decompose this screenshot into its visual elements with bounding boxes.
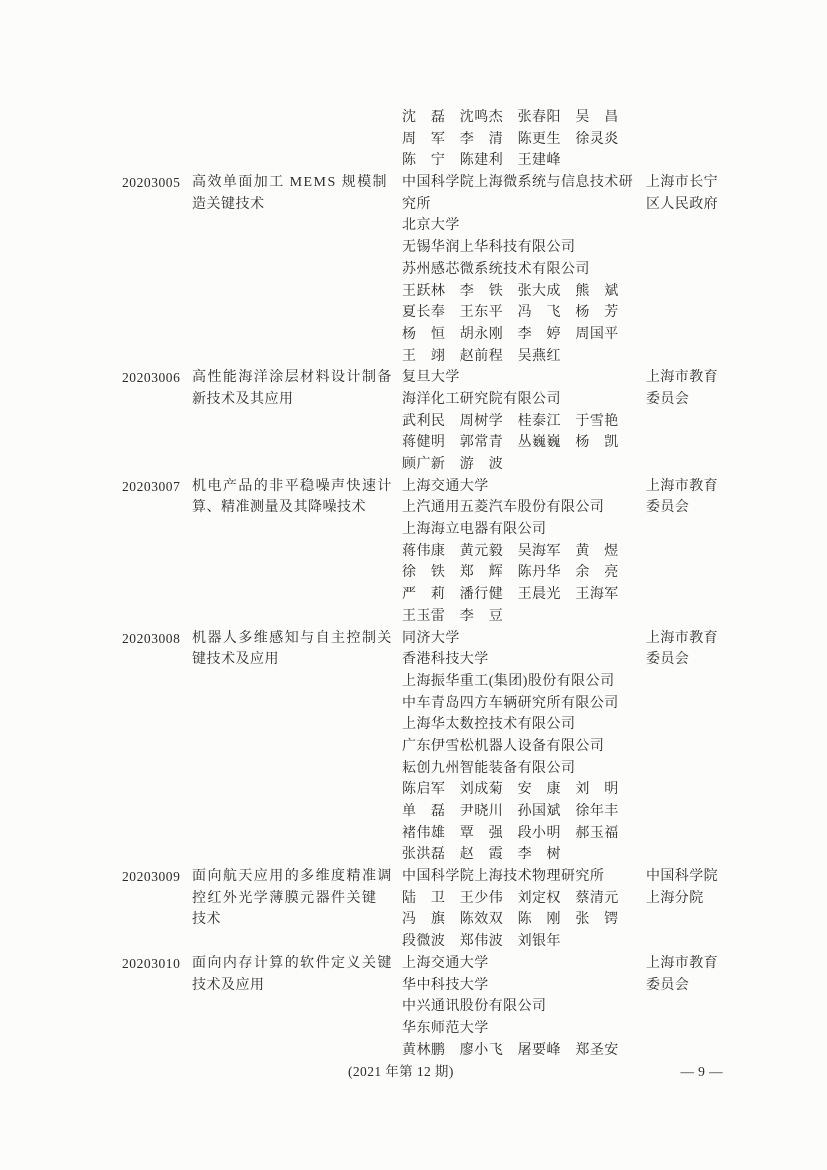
project-title-line: 键技术及应用 — [192, 652, 279, 668]
project-row — [122, 476, 827, 628]
recommending-org-line: 上海市教育 — [646, 370, 718, 386]
project-rows — [122, 172, 827, 1061]
institution-or-names-line: 上海华太数控技术有限公司 — [402, 717, 576, 733]
project-title-line: 技术 — [192, 912, 221, 928]
person-names-line: 周 军 李 清 陈更生 徐灵炎 — [402, 131, 619, 147]
institution-or-names-line: 上汽通用五菱汽车股份有限公司 — [402, 500, 605, 516]
project-title-line: 高性能海洋涂层材料设计制备 — [192, 370, 393, 386]
institution-or-names-line: 香港科技大学 — [402, 652, 489, 668]
project-title-line: 面向航天应用的多维度精准调 — [192, 869, 393, 885]
institution-or-names-line: 耘创九州智能装备有限公司 — [402, 760, 576, 776]
institution-or-names-line: 同济大学 — [402, 630, 460, 646]
recommending-org — [646, 476, 736, 519]
project-id — [122, 172, 192, 194]
project-title-line: 控红外光学薄膜元器件关键 — [192, 890, 378, 906]
institution-or-names-line: 苏州感芯微系统技术有限公司 — [402, 261, 590, 277]
recommending-org-line: 区人民政府 — [646, 196, 718, 212]
institution-or-names-line: 褚伟雄 覃 强 段小明 郝玉福 — [402, 825, 619, 841]
project-title-line: 机电产品的非平稳噪声快速计 — [192, 478, 393, 494]
recommending-org-line: 委员会 — [646, 652, 690, 668]
recommending-org-line: 委员会 — [646, 977, 690, 993]
project-title-line: 造关键技术 — [192, 196, 265, 212]
project-id-text: 20203010 — [122, 955, 181, 971]
project-id — [122, 953, 192, 975]
recommending-org-line: 上海市教育 — [646, 478, 718, 494]
institution-or-names-line: 段微波 郑伟波 刘银年 — [402, 934, 561, 950]
project-id — [122, 476, 192, 498]
project-row — [122, 953, 827, 1061]
institution-or-names-line: 武利民 周树学 桂泰江 于雪艳 — [402, 413, 619, 429]
institution-or-names-line: 上海海立电器有限公司 — [402, 522, 547, 538]
recommending-org-line: 上海市长宁 — [646, 175, 718, 191]
institution-or-names-line: 黄林鹏 廖小飞 屠要峰 郑圣安 — [402, 1042, 619, 1058]
institution-or-names-line: 无锡华润上华科技有限公司 — [402, 240, 576, 256]
institution-or-names-line: 徐 铁 郑 辉 陈丹华 余 亮 — [402, 565, 619, 581]
project-institutions-and-people — [402, 367, 646, 475]
institution-or-names-line: 海洋化工研究院有限公司 — [402, 391, 561, 407]
project-row — [122, 866, 827, 953]
recommending-org-line: 委员会 — [646, 391, 690, 407]
institution-or-names-line: 单 磊 尹晓川 孙国斌 徐年丰 — [402, 804, 619, 819]
institution-or-names-line: 中国科学院上海微系统与信息技术研 — [402, 175, 634, 191]
project-id-text: 20203005 — [122, 175, 181, 191]
project-institutions-and-people — [402, 953, 646, 1061]
project-id — [122, 866, 192, 888]
project-title — [192, 367, 402, 410]
institution-or-names-line: 陆 卫 王少伟 刘定权 蔡清元 — [402, 890, 619, 906]
institution-or-names-line: 中车青岛四方车辆研究所有限公司 — [402, 695, 619, 711]
recommending-org-line: 上海市教育 — [646, 630, 718, 646]
institution-or-names-line: 北京大学 — [402, 218, 460, 234]
continuation-person-names — [402, 107, 646, 172]
project-institutions-and-people — [402, 628, 646, 867]
institution-or-names-line: 华东师范大学 — [402, 1020, 489, 1036]
institution-or-names-line: 上海交通大学 — [402, 478, 489, 494]
institution-or-names-line: 蒋伟康 黄元毅 吴海军 黄 煜 — [402, 543, 619, 559]
award-project-table — [122, 107, 827, 1083]
recommending-org-line: 中国科学院 — [646, 869, 718, 885]
institution-or-names-line: 陈启军 刘成菊 安 康 刘 明 — [402, 782, 619, 798]
project-id-text: 20203009 — [122, 869, 181, 885]
recommending-org-line: 委员会 — [646, 500, 690, 516]
project-id — [122, 628, 192, 650]
continuation-row — [122, 107, 827, 172]
institution-or-names-line: 中国科学院上海技术物理研究所 — [402, 869, 605, 885]
institution-or-names-line: 王玉雷 李 豆 — [402, 608, 504, 624]
project-title-line: 技术及应用 — [192, 977, 265, 993]
project-id-text: 20203006 — [122, 370, 181, 386]
recommending-org — [646, 367, 736, 410]
project-institutions-and-people — [402, 866, 646, 953]
project-id-text: 20203008 — [122, 630, 181, 646]
project-row — [122, 367, 827, 475]
page-footer — [122, 1061, 827, 1083]
institution-or-names-line: 复旦大学 — [402, 370, 460, 386]
person-names-line: 陈 宁 陈建利 王建峰 — [402, 153, 561, 169]
recommending-org — [646, 953, 736, 996]
project-title — [192, 172, 402, 215]
project-title-line: 高效单面加工 MEMS 规模制 — [192, 175, 388, 191]
institution-or-names-line: 王跃林 李 铁 张大成 熊 斌 — [402, 283, 619, 299]
project-title-line: 机器人多维感知与自主控制关 — [192, 630, 393, 646]
institution-or-names-line: 夏长奉 王东平 冯 飞 杨 芳 — [402, 305, 619, 321]
recommending-org — [646, 866, 736, 909]
project-id — [122, 367, 192, 389]
project-title — [192, 866, 402, 931]
recommending-org — [646, 628, 736, 671]
project-title — [192, 476, 402, 519]
institution-or-names-line: 顾广新 游 波 — [402, 457, 504, 472]
institution-or-names-line: 王 翊 赵前程 吴燕红 — [402, 348, 561, 364]
project-title — [192, 628, 402, 671]
institution-or-names-line: 严 莉 潘行健 王晨光 王海军 — [402, 587, 619, 603]
institution-or-names-line: 上海交通大学 — [402, 955, 489, 971]
project-institutions-and-people — [402, 172, 646, 367]
institution-or-names-line: 中兴通讯股份有限公司 — [402, 999, 547, 1015]
institution-or-names-line: 冯 旗 陈效双 陈 刚 张 锷 — [402, 912, 619, 928]
recommending-org — [646, 172, 736, 215]
institution-or-names-line: 华中科技大学 — [402, 977, 489, 993]
project-row — [122, 172, 827, 367]
project-institutions-and-people — [402, 476, 646, 628]
project-row — [122, 628, 827, 867]
institution-or-names-line: 广东伊雪松机器人设备有限公司 — [402, 738, 605, 754]
institution-or-names-line: 上海振华重工(集团)股份有限公司 — [402, 673, 615, 689]
project-id-text: 20203007 — [122, 478, 181, 494]
project-title-line: 新技术及其应用 — [192, 391, 294, 407]
page-number: — 9 — — [680, 1064, 723, 1080]
recommending-org-line: 上海分院 — [646, 890, 704, 906]
recommending-org-line: 上海市教育 — [646, 955, 718, 971]
issue-label: (2021 年第 12 期) — [348, 1064, 454, 1080]
institution-or-names-line: 张洪磊 赵 霞 李 树 — [402, 847, 561, 863]
institution-or-names-line: 杨 恒 胡永刚 李 婷 周国平 — [402, 326, 619, 342]
project-title-line: 面向内存计算的软件定义关键 — [192, 955, 393, 971]
institution-or-names-line: 究所 — [402, 196, 431, 212]
person-names-line: 沈 磊 沈鸣杰 张春阳 吴 昌 — [402, 110, 619, 125]
project-title-line: 算、精准测量及其降噪技术 — [192, 500, 366, 516]
institution-or-names-line: 蒋健明 郭常青 丛巍巍 杨 凯 — [402, 435, 619, 451]
project-title — [192, 953, 402, 996]
